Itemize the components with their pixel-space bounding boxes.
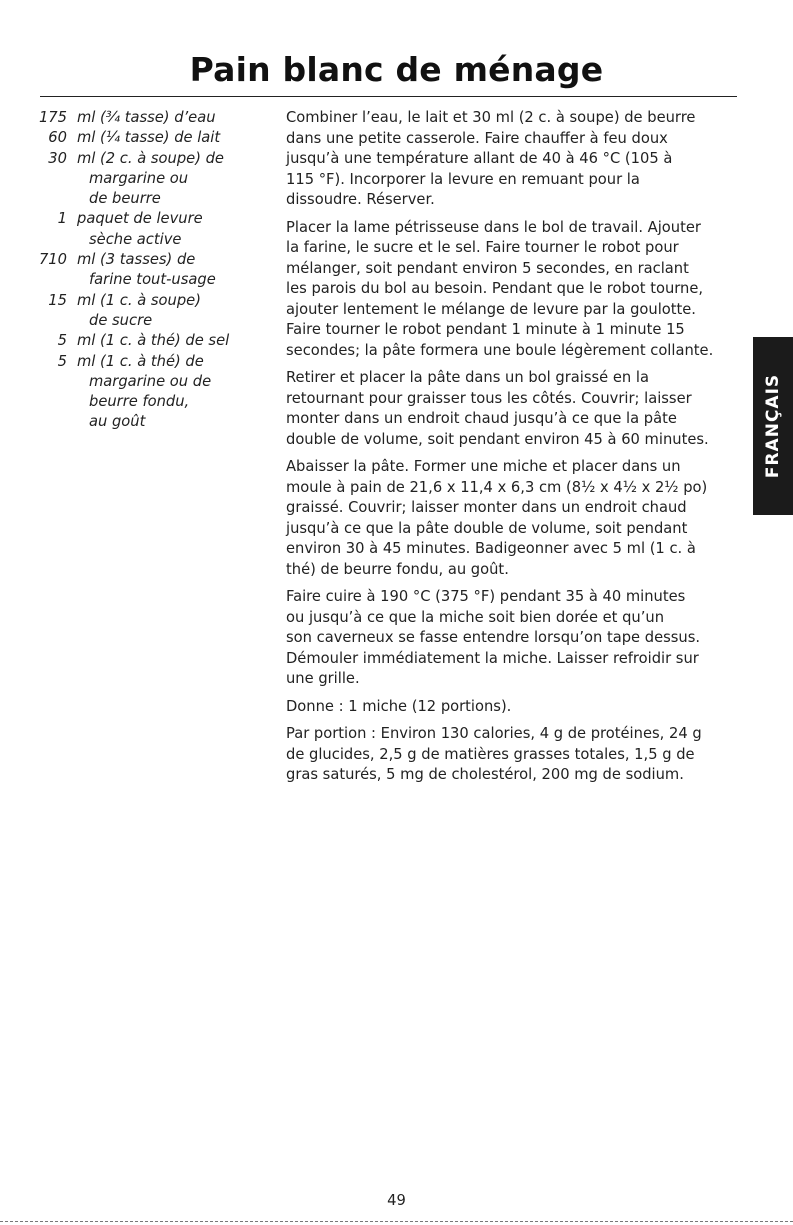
instruction-line: ajouter lentement le mélange de levure par la goulotte. [286,300,696,318]
instruction-paragraph [286,457,742,580]
ingredient-item [10,291,270,332]
ingredient-text: ml (1 c. à thé) de sel [77,332,230,350]
instruction-line: dissoudre. Réserver. [286,191,435,208]
instruction-paragraph [286,218,742,362]
ingredient-text: margarine ou [89,169,189,187]
ingredient-item [10,331,270,351]
ingredient-quantity: 5 [57,332,67,350]
instruction-line: dans une petite casserole. Faire chauffer à feu doux [286,129,668,147]
instruction-line: monter dans un endroit chaud jusqu’à ce que la pâte [286,410,677,427]
ingredient-quantity: 1 [57,210,67,228]
ingredient-item [10,250,270,291]
instruction-line: secondes; la pâte formera une boule légèrement collante. [286,341,714,359]
instruction-line: ou jusqu’à ce que la miche soit bien dorée et qu’un [286,608,665,626]
ingredient-item [10,108,270,128]
instruction-line: Par portion : Environ 130 calories, 4 g de protéines, 24 g [286,725,702,742]
ingredient-text: ml (1 c. à soupe) [77,291,201,309]
instruction-line: Faire tourner le robot pendant 1 minute à 1 minute 15 [286,321,685,338]
language-tab-label: FRANÇAIS [763,373,783,479]
ingredient-text: de sucre [89,311,153,329]
ingredient-text: au goût [89,413,146,431]
ingredient-text: ml (1 c. à thé) de [77,352,204,370]
instruction-line: Démouler immédiatement la miche. Laisser refroidir sur [286,649,699,667]
ingredient-item [10,352,270,433]
ingredient-text: de beurre [89,190,161,208]
instruction-line: les parois du bol au besoin. Pendant que le robot tourne, [286,280,704,297]
ingredient-text: ml (¾ tasse) d’eau [77,109,216,126]
ingredient-text: ml (2 c. à soupe) de [77,149,224,167]
ingredient-quantity: 5 [57,352,67,370]
ingredient-item [10,149,270,210]
ingredient-text: beurre fondu, [89,393,190,411]
ingredient-list [10,108,270,433]
instruction-line: Abaisser la pâte. Former une miche et placer dans un [286,458,681,475]
instruction-line: Combiner l’eau, le lait et 30 ml (2 c. à soupe) de beurre [286,109,696,126]
instruction-line: graissé. Couvrir; laisser monter dans un endroit chaud [286,499,687,516]
instruction-paragraph [286,108,742,211]
instruction-paragraph [286,368,742,450]
ingredient-text: ml (3 tasses) de [77,251,196,269]
language-tab [753,337,793,515]
instruction-line: moule à pain de 21,6 x 11,4 x 6,3 cm (8½ x 4½ x 2½ po) [286,478,708,496]
ingredient-quantity: 60 [48,129,67,147]
instruction-line: 115 °F). Incorporer la levure en remuant pour la [286,170,640,188]
instruction-line: double de volume, soit pendant environ 45 à 60 minutes. [286,430,709,448]
ingredient-quantity: 175 [38,109,67,126]
instruction-line: gras saturés, 5 mg de cholestérol, 200 mg de sodium. [286,766,684,783]
instruction-line: Faire cuire à 190 °C (375 °F) pendant 35 à 40 minutes [286,588,686,605]
ingredient-text: margarine ou de [89,372,212,390]
instruction-line: de glucides, 2,5 g de matières grasses totales, 1,5 g de [286,745,695,763]
ingredient-quantity: 15 [48,291,67,309]
ingredient-quantity: 30 [48,149,67,167]
ingredient-item [10,128,270,148]
recipe-title: Pain blanc de ménage [189,50,604,89]
bottom-border [0,1221,793,1222]
ingredient-text: paquet de levure [77,210,203,228]
title-divider [40,96,737,97]
instruction-line: thé) de beurre fondu, au goût. [286,560,509,578]
page-number: 49 [387,1192,406,1209]
ingredient-text: ml (¼ tasse) de lait [77,129,221,147]
ingredient-text: sèche active [89,230,182,248]
instruction-line: jusqu’à ce que la pâte double de volume, soit pendant [286,519,688,537]
instruction-line: jusqu’à une température allant de 40 à 46 °C (105 à [286,150,673,167]
ingredient-quantity: 710 [38,251,67,269]
instruction-paragraph [286,724,742,786]
instruction-paragraph [286,587,742,690]
instruction-line: retournant pour graisser tous les côtés. Couvrir; laisser [286,389,692,407]
ingredient-text: farine tout-usage [89,271,216,289]
instruction-line: son caverneux se fasse entendre lorsqu’on tape dessus. [286,629,701,646]
instruction-line: Placer la lame pétrisseuse dans le bol de travail. Ajouter [286,218,701,236]
instruction-line: mélanger, soit pendant environ 5 secondes, en raclant [286,259,689,277]
instruction-paragraph [286,697,742,718]
instruction-list [286,108,742,793]
instruction-line: une grille. [286,670,360,687]
instruction-line: Donne : 1 miche (12 portions). [286,697,512,715]
ingredient-item [10,209,270,250]
instruction-line: Retirer et placer la pâte dans un bol graissé en la [286,369,649,386]
instruction-line: environ 30 à 45 minutes. Badigeonner avec 5 ml (1 c. à [286,540,696,557]
instruction-line: la farine, le sucre et le sel. Faire tourner le robot pour [286,239,679,256]
